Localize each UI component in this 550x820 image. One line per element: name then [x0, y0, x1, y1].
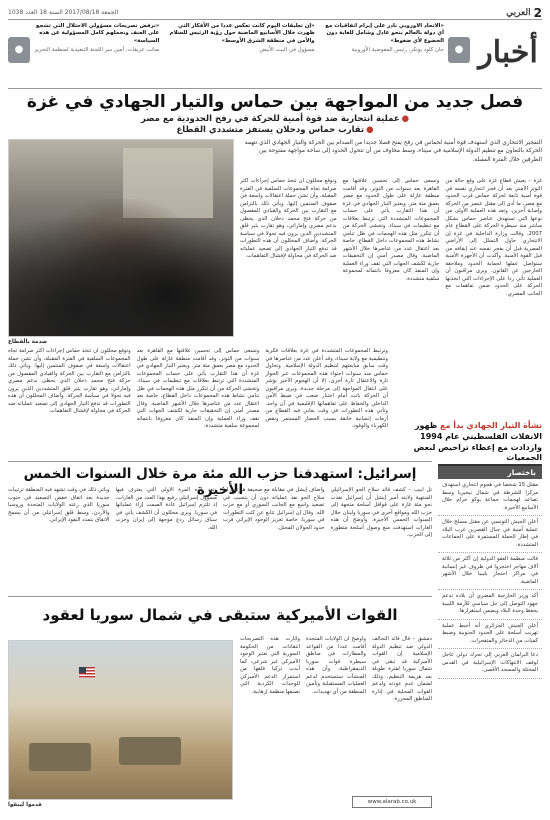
teaser-box — [394, 421, 542, 464]
body-column: وأوضح أن الولايات المتحدة أقامت عددا من القواعد والمطارات في مناطق سيطرة قوات سوريا الديمقراطية، وأن هذه المنشآت ستستخدم لدعم العمليات المستقبلية وتأمين المنطقة من أي تهديدات. — [306, 636, 366, 695]
brief-item: أعلن الجيش التونسي عن مقتل مسلح خلال عملية أمنية في جبال القصرين غرب البلاد في إطار الحملة المستمرة على الجماعات المتشددة. — [438, 516, 542, 553]
teaser-lead: نشأة التيار الجهادي بدأ مع — [440, 421, 542, 430]
quote-text: «الاتحاد الاوروبي نادر على إبرام اتفاقيات مع أي دولة بالعالم بنحو عادل وشامل للغاية دون الخضوع لأي ضغوط» — [325, 23, 444, 44]
lead-body-continued — [8, 348, 388, 458]
divider — [8, 461, 432, 462]
gaza-crowd-photo — [8, 139, 234, 337]
body-column: تل أبيب – كشف قائد سلاح الجو الإسرائيلي المنتهية ولايته أمير إيشل أن إسرائيل نفذت نحو مئة غارة على قوافل أسلحة متجهة إلى حزب الله ومواقع أخرى في سوريا ولبنان خلال السنوات الخمس الأخيرة. وأوضح أن هذه الغارات استهدفت منع وصول أسلحة متطورة إلى الحزب. — [330, 487, 432, 539]
article2-body — [8, 487, 432, 591]
masthead-strip — [8, 6, 542, 20]
body-column: وترتبط المجموعات المتشددة في غزة بعلاقات فكرية وتنظيمية مع ولاية سيناء، وقد أعلن عدد من عناصرها في وقت سابق مبايعتهم لتنظيم الدولة الإسلامية. وتحاول حماس منذ سنوات احتواء هذه المجموعات عبر الحوار تارة والاعتقال تارة أخرى، إلا أن الهجوم الأخير يؤشر على انتقال المواجهة إلى مرحلة جديدة. ويرى مراقبون أن الحركة باتت أمام اختبار صعب في ضبط الأمن الداخلي والحفاظ على تفاهماتها الإقليمية في آن واحد. وتأتي هذه التطورات في وقت يعاني فيه القطاع من أزمات إنسانية خانقة بسبب الحصار المستمر ونقص الكهرباء والوقود. — [265, 348, 388, 430]
body-column: وأضاف إيشل في مقابلة مع صحيفة هآرتس أن سلاح الجو نفذ عملياته دون أن يتسبب في تصعيد واسع مع الجانب السوري أو مع حزب الله. وقال إن إسرائيل تتابع عن كثب التطورات في سوريا، خاصة تعزيز الوجود الإيراني قرب حدود الجولان المحتل. — [223, 487, 325, 531]
quote-author: جان كلود يونكر، رئيس المفوضية الأوروبية — [351, 46, 444, 53]
us-troops-photo — [8, 640, 233, 800]
article3-headline: القوات الأميركية ستبقى في شمال سوريا لعقود — [42, 606, 398, 624]
quote-author: مسؤول في البيت الأبيض — [259, 46, 315, 53]
avatar: ● — [448, 37, 470, 63]
body-column: وتوقع محللون أن تتخذ حماس إجراءات أكثر صرامة تجاه المجموعات السلفية في الفترة المقبلة، وأن تشن حملة اعتقالات واسعة في صفوف المنتمين إليها. ويأتي ذلك بالتزامن مع التقارب بين الحركة والقيادي المفصول من حركة فتح محمد دحلان الذي يحظى بدعم مصري وإماراتي، وهو تقارب يثير قلق المتشددين الذين يرون فيه تحولا في سياسة الحركة. وأضاف المحللون أن هذه التطورات قد تدفع التيار الجهادي إلى تصعيد عملياته ضد الحركة في محاولة لإفشال التفاهمات. — [239, 178, 337, 260]
body-column: وتسعى حماس إلى تحسين علاقتها مع القاهرة بعد سنوات من التوتر، وقد أقامت منطقة عازلة على طول الحدود مع مصر بعمق مئة متر. ويعتبر التيار الجهادي في غزة أن هذا التقارب يأتي على حساب المجموعات المتشددة التي ترتبط بعلاقات مع تنظيمات في سيناء. وتخشى الحركة من أن تتكرر مثل هذه الهجمات في ظل تنامي نشاط هذه المجموعات داخل القطاع، خاصة بعد اعتقال عدد من عناصرها خلال الأشهر الماضية. وقال مصدر أمني إن التحقيقات جارية لكشف الجهات التي تقف وراء العملية وإن المنفذ كان معروفا بانتمائه لمجموعة سلفية متشددة. — [136, 348, 260, 430]
body-column: غزة – يعيش قطاع غزة على وقع حالة من التوتر الأمني بعد أن فجر انتحاري نفسه في قوة أمنية تابعة لحركة حماس قرب الحدود مع مصر، ما أدى إلى مقتل عنصر من الحركة وإصابة آخرين. وتعد هذه العملية الأولى من نوعها التي تستهدف عناصر حماس بشكل مباشر منذ سيطرة الحركة على القطاع عام 2007. وقالت وزارة الداخلية في غزة إن الانتحاري حاول التسلل إلى الأراضي المصرية قبل أن يفجر نفسه عند إيقافه من قبل القوة الأمنية. وأكدت أن الأجهزة الأمنية ستواصل عملها لحماية الحدود وملاحقة الخارجين عن القانون. ويرى مراقبون أن العملية تأتي ردا على الإجراءات التي اتخذتها الحركة على الحدود ضمن تفاهمات مع الجانب المصري. — [445, 178, 542, 297]
photo-caption: قدموا ليبقوا — [8, 802, 42, 808]
lead-intro: التفجير الانتحاري الذي استهدف قوة أمنية لحماس في رفح يفتح فصلا جديدا من الصدام بين الحركة والتيار الجهادي الذي تتهمه الحركة بالتعاون مع تنظيم الدولة الإسلامية في سيناء، وسط مخاوف من أن تتحول الحدود إلى ساحة مواجهة مفتوحة بين الطرفين خلال الفترة المقبلة. — [244, 140, 542, 163]
quote-box — [8, 23, 159, 85]
newspaper-brand: العربي — [506, 7, 531, 18]
body-column: وتوقع محللون أن تتخذ حماس إجراءات أكثر صرامة تجاه المجموعات السلفية في الفترة المقبلة، وأن تشن حملة اعتقالات واسعة في صفوف المنتمين إليها. ويأتي ذلك بالتزامن مع التقارب بين الحركة والقيادي المفصول من حركة فتح محمد دحلان الذي يحظى بدعم مصري وإماراتي، وهو تقارب يثير قلق المتشددين الذين يرون فيه تحولا في سياسة الحركة. وأضاف المحللون أن هذه التطورات قد تدفع التيار الجهادي إلى تصعيد عملياته ضد الحركة في محاولة لإفشال التفاهمات. — [7, 348, 131, 415]
subhead-line: ●تقارب حماس ودحلان يستفز متشددي القطاع — [176, 125, 374, 136]
brief-item: أعلن الجيش الجزائري أنه أحبط عملية تهريب أسلحة على الحدود الجنوبية وضبط كميات من الذخائر والمتفجرات. — [438, 620, 542, 650]
newspaper-page — [8, 6, 542, 814]
brief-item: دعا البرلمان العربي إلى تحرك دولي عاجل لوقف الانتهاكات الإسرائيلية في القدس المحتلة والمسجد الأقصى. — [438, 649, 542, 679]
sidebar-title: باختصار — [438, 466, 542, 479]
article2-headline: إسرائيل: استهدفنا حزب الله مئة مرة خلال السنوات الخمس الأخيرة — [23, 466, 417, 499]
body-column: وأثارت هذه التصريحات انتقادات من الحكومة السورية التي تعتبر الوجود الأميركي غير شرعي، كما أبدت تركيا قلقها من استمرار الدعم الأميركي للوحدات الكردية التي تصنفها منظمة إرهابية. — [240, 636, 300, 695]
brief-item: أكد وزير الخارجية المصري أن بلاده تدعم جهود التوصل إلى حل سياسي للأزمة الليبية يحفظ وحدة البلاد ويضمن استقرارها. — [438, 590, 542, 620]
quote-box — [319, 23, 470, 85]
quote-text: «نرفض تصريحات مسؤولي الاحتلال التي تشجع على العنف ونحملهم كامل المسؤولية عن هذه السياسة» — [35, 23, 160, 44]
body-column: ويأتي ذلك في وقت تشهد فيه المنطقة ترتيبات جديدة بعد اتفاق خفض التصعيد في جنوب سوريا الذي رعته الولايات المتحدة وروسيا والأردن، وسط قلق إسرائيلي من أن يسمح الاتفاق بتمدد النفوذ الإيراني. — [8, 487, 110, 524]
quote-box — [163, 23, 314, 85]
brief-item: مقتل 15 شخصا في هجوم انتحاري استهدف مركزا للشرطة في شمال نيجيريا وسط تصاعد لهجمات جماعة بوكو حرام خلال الأسابيع الأخيرة. — [438, 479, 542, 516]
page-number: 2 — [533, 5, 542, 20]
quotes-row — [8, 23, 542, 85]
website-url: www.alarab.co.uk — [352, 796, 432, 808]
subheadline — [8, 114, 542, 137]
section-label: أخبار — [478, 35, 538, 70]
body-column: دمشق – قال قائد التحالف الدولي ضد تنظيم الدولة الإسلامية إن القوات الأميركية قد تبقى في شمال سوريا لفترة طويلة بعد هزيمة التنظيم، وذلك لضمان عدم عودته ولدعم القوات المحلية في إدارة المناطق المحررة. — [372, 636, 432, 703]
quote-author: صائب عريقات، أمين سر اللجنة التنفيذية لمنظمة التحرير — [34, 46, 160, 53]
page-header — [506, 6, 542, 20]
brief-item: قالت منظمة العفو الدولية إن أكثر من ثلاثة آلاف مهاجر احتجزوا في ظروف غير إنسانية في مراكز احتجاز بليبيا خلال الأشهر الماضية. — [438, 553, 542, 590]
divider — [8, 596, 432, 597]
teaser-body: ظهور الانفلات الفلسطيني عام 1994 وازدادت مع إعطاء تراخيص لبعض الجمعيات — [413, 421, 542, 463]
divider — [8, 88, 542, 89]
main-headline: فصل جديد من المواجهة بين حماس والتيار الجهادي في غزة — [26, 92, 524, 112]
photo-caption: صدمة بالقطاع — [8, 339, 48, 345]
quote-text: «إن تعليقات اليوم كانت تعكس عددا من الأفكار التي ظهرت خلال الأسابيع الماضية حول رؤية الرئيس للسلام والأمن في منطقة الشرق الأوسط» — [169, 23, 315, 44]
article3-body — [240, 636, 432, 796]
body-column: وتسعى حماس إلى تحسين علاقتها مع القاهرة بعد سنوات من التوتر، وقد أقامت منطقة عازلة على طول الحدود مع مصر بعمق مئة متر. ويعتبر التيار الجهادي في غزة أن هذا التقارب يأتي على حساب المجموعات المتشددة التي ترتبط بعلاقات مع تنظيمات في سيناء. وتخشى الحركة من أن تتكرر مثل هذه الهجمات في ظل تنامي نشاط هذه المجموعات داخل القطاع، خاصة بعد اعتقال عدد من عناصرها خلال الأشهر الماضية. وقال مصدر أمني إن التحقيقات جارية لكشف الجهات التي تقف وراء العملية وإن المنفذ كان معروفا بانتمائه لمجموعة سلفية متشددة. — [342, 178, 440, 282]
subhead-line: ●عملية انتحارية ضد قوة أمنية للحركة في رفح الحدودية مع مصر — [140, 114, 410, 124]
date-line: الجمعة 2017/08/18 السنة 18 العدد 1038 — [8, 9, 119, 16]
body-column: وتعد هذه المرة الأولى التي يعترف فيها مسؤول إسرائيلي رفيع بهذا العدد من الغارات، إذ تلتزم إسرائيل عادة الصمت إزاء عملياتها في سوريا. ويرى محللون أن الكشف يأتي في سياق رسائل ردع موجهة إلى إيران وحزب الله. — [115, 487, 217, 531]
avatar: ● — [8, 37, 30, 63]
brief-sidebar — [438, 464, 542, 814]
